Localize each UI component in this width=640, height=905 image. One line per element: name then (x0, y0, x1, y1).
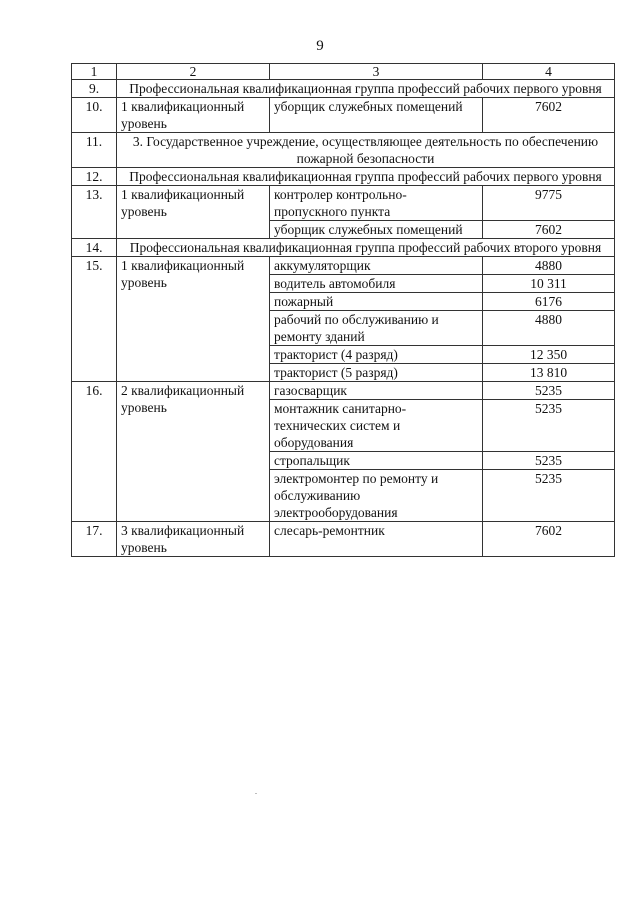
profession-name: уборщик служебных помещений (270, 221, 483, 239)
row-number: 16. (72, 382, 117, 522)
profession-name: электромонтер по ремонту и обслуживанию электрооборудования (270, 470, 483, 522)
profession-name: пожарный (270, 293, 483, 311)
profession-name: монтажник санитарно-технических систем и оборудования (270, 400, 483, 452)
qualification-level: 1 квалификационный уровень (117, 257, 270, 382)
column-header: 1 (72, 64, 117, 80)
table-row (72, 168, 615, 186)
qualification-level: 3 квалификационный уровень (117, 522, 270, 557)
salary-value: 7602 (483, 221, 615, 239)
salary-value: 5235 (483, 470, 615, 522)
profession-name: водитель автомобиля (270, 275, 483, 293)
profession-name: уборщик служебных помещений (270, 98, 483, 133)
salary-value: 4880 (483, 311, 615, 346)
salary-value: 6176 (483, 293, 615, 311)
qualification-level: 1 квалификационный уровень (117, 98, 270, 133)
row-number: 10. (72, 98, 117, 133)
table-row (72, 257, 615, 275)
row-number: 12. (72, 168, 117, 186)
group-title: Профессиональная квалификационная группа профессий рабочих второго уровня (117, 239, 615, 257)
column-header: 2 (117, 64, 270, 80)
salary-value: 5235 (483, 382, 615, 400)
group-title: Профессиональная квалификационная группа профессий рабочих первого уровня (117, 80, 615, 98)
profession-name: тракторист (5 разряд) (270, 364, 483, 382)
qualification-level: 1 квалификационный уровень (117, 186, 270, 239)
salary-value: 5235 (483, 400, 615, 452)
salary-value: 4880 (483, 257, 615, 275)
table-row (72, 80, 615, 98)
profession-name: газосварщик (270, 382, 483, 400)
page-number: 9 (316, 38, 324, 54)
row-number: 11. (72, 133, 117, 168)
salary-value: 10 311 (483, 275, 615, 293)
salary-value: 9775 (483, 186, 615, 221)
table-row (72, 382, 615, 400)
row-number: 17. (72, 522, 117, 557)
column-header: 4 (483, 64, 615, 80)
table-row (72, 133, 615, 168)
salary-value: 7602 (483, 98, 615, 133)
profession-name: тракторист (4 разряд) (270, 346, 483, 364)
row-number: 15. (72, 257, 117, 382)
pay-scale-table (71, 63, 615, 557)
table-row (72, 239, 615, 257)
salary-value: 7602 (483, 522, 615, 557)
row-number: 9. (72, 80, 117, 98)
row-number: 13. (72, 186, 117, 239)
row-number: 14. (72, 239, 117, 257)
salary-value: 12 350 (483, 346, 615, 364)
column-header: 3 (270, 64, 483, 80)
profession-name: аккумуляторщик (270, 257, 483, 275)
scan-speck (255, 793, 257, 794)
profession-name: контролер контрольно-пропускного пункта (270, 186, 483, 221)
table-row (72, 98, 615, 133)
salary-value: 5235 (483, 452, 615, 470)
profession-name: рабочий по обслуживанию и ремонту зданий (270, 311, 483, 346)
group-title: Профессиональная квалификационная группа профессий рабочих первого уровня (117, 168, 615, 186)
table-row (72, 186, 615, 221)
table-header-row (72, 64, 615, 80)
profession-name: слесарь-ремонтник (270, 522, 483, 557)
qualification-level: 2 квалификационный уровень (117, 382, 270, 522)
table-row (72, 522, 615, 557)
section-title: 3. Государственное учреждение, осуществляющее деятельность по обеспечению пожарной безопасности (117, 133, 615, 168)
salary-value: 13 810 (483, 364, 615, 382)
profession-name: стропальщик (270, 452, 483, 470)
